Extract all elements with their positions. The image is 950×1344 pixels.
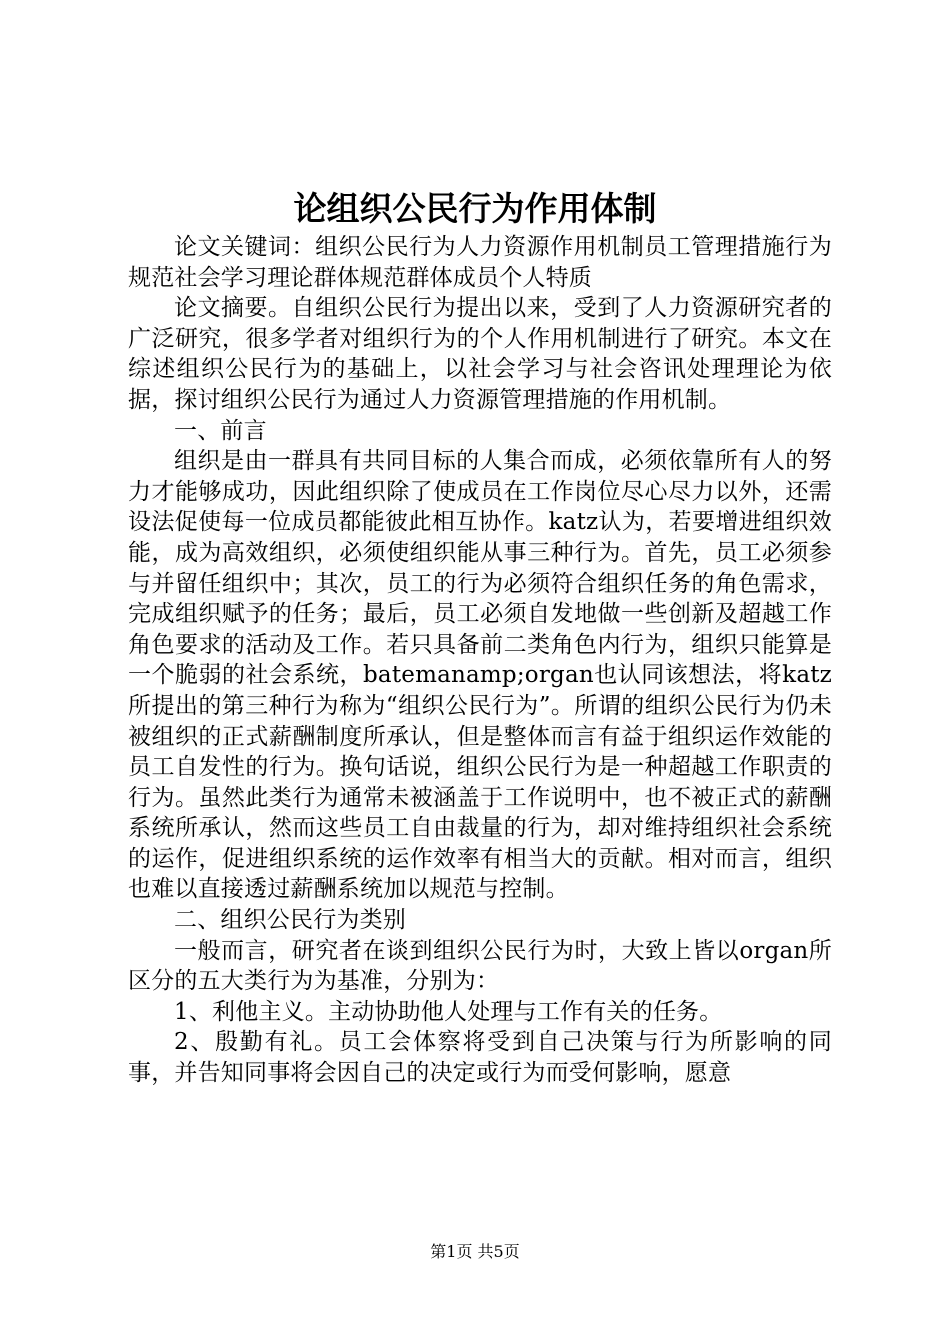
keywords-paragraph: 论文关键词：组织公民行为人力资源作用机制员工管理措施行为规范社会学习理论群体规范群体成员个人特质 [128,234,832,291]
page-footer: 第1页 共5页 [430,1242,520,1261]
document-body [128,232,832,1089]
preface-paragraph: 组织是由一群具有共同目标的人集合而成，必须依靠所有人的努力才能够成功，因此组织除了使成员在工作岗位尽心尽力以外，还需设法促使每一位成员都能彼此相互协作。katz认为，若要增进组织效能，成为高效组织，必须使组织能从事三种行为。首先，员工必须参与并留任组织中；其次，员工的行为必须符合组织任务的角色需求，完成组织赋予的任务；最后，员工必须自发地做一些创新及超越工作角色要求的活动及工作。若只具备前二类角色内行为，组织只能算是一个脆弱的社会系统，batemanamp;organ也认同该想法，将katz所提出的第三种行为称为“组织公民行为”。所谓的组织公民行为仍未被组织的正式薪酬制度所承认，但是整体而言有益于组织运作效能的员工自发性的行为。换句话说，组织公民行为是一种超越工作职责的行为。虽然此类行为通常未被涵盖于工作说明中，也不被正式的薪酬系统所承认，然而这些员工自由裁量的行为，却对维持组织社会系统的运作，促进组织系统的运作效率有相当大的贡献。相对而言，组织也难以直接透过薪酬系统加以规范与控制。 [128,448,832,903]
list-item-altruism: 1、利他主义。主动协助他人处理与工作有关的任务。 [174,998,723,1025]
section-heading-categories: 二、组织公民行为类别 [174,907,406,934]
section-heading-preface: 一、前言 [174,417,267,444]
abstract-paragraph: 论文摘要。自组织公民行为提出以来，受到了人力资源研究者的广泛研究，很多学者对组织行为的个人作用机制进行了研究。本文在综述组织公民行为的基础上，以社会学习与社会咨讯处理理论为依据，探讨组织公民行为通过人力资源管理措施的作用机制。 [128,295,832,413]
document-title: 论组织公民行为作用体制 [293,189,657,228]
list-item-courtesy: 2、殷勤有礼。员工会体察将受到自己决策与行为所影响的同事，并告知同事将会因自己的决定或行为而受何影响，愿意 [128,1029,832,1087]
categories-intro-paragraph: 一般而言，研究者在谈到组织公民行为时，大致上皆以organ所区分的五大类行为为基准，分别为： [128,937,832,995]
